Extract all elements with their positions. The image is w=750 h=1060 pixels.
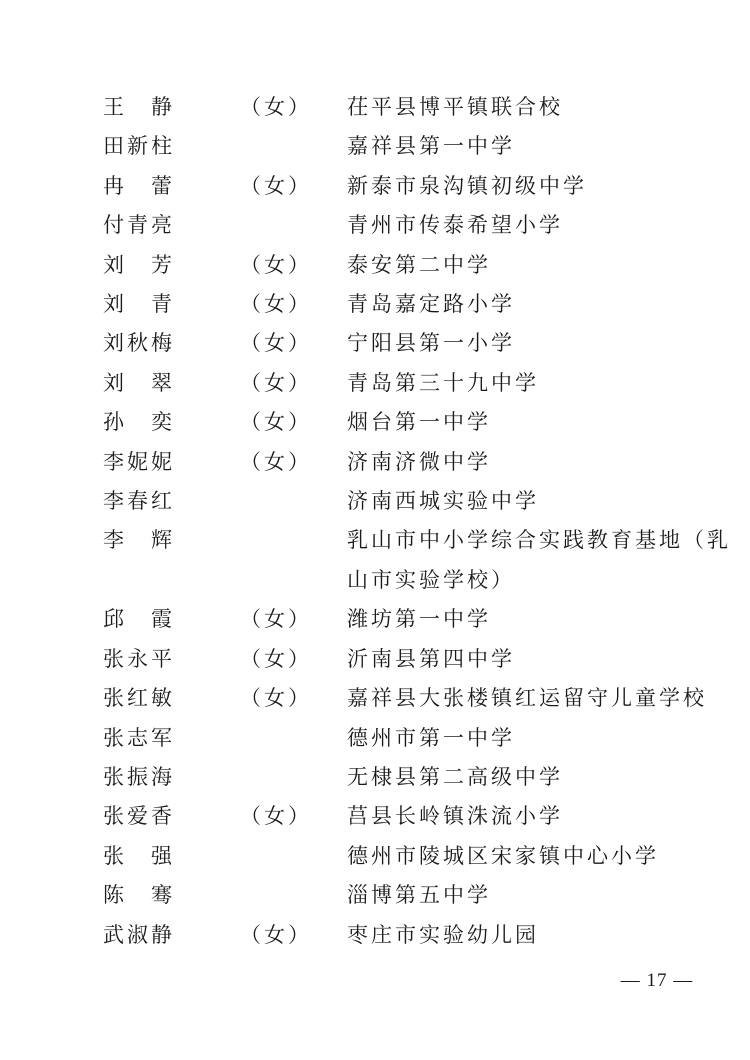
school-name: 乳山市中小学综合实践教育基地（乳山市实验学校） bbox=[347, 528, 731, 592]
gender-marker: （女） bbox=[240, 410, 312, 435]
person-name: 冉 蕾 bbox=[103, 173, 175, 198]
person-name: 田新柱 bbox=[103, 134, 175, 159]
person-name: 刘 青 bbox=[103, 292, 175, 317]
gender-marker: （女） bbox=[240, 252, 312, 277]
gender-marker: （女） bbox=[240, 173, 312, 198]
person-name: 张 强 bbox=[103, 843, 175, 868]
person-name: 张振海 bbox=[103, 764, 175, 789]
roster-row bbox=[103, 246, 738, 285]
person-name: 刘 翠 bbox=[103, 370, 175, 395]
person-name: 张红敏 bbox=[103, 686, 175, 711]
school-name: 茌平县博平镇联合校 bbox=[347, 95, 563, 119]
roster-row bbox=[103, 88, 738, 127]
school-name: 泰安第二中学 bbox=[347, 252, 491, 277]
gender-marker: （女） bbox=[240, 292, 312, 317]
roster-row bbox=[103, 443, 738, 482]
person-name: 张志军 bbox=[103, 725, 175, 750]
roster-row bbox=[103, 640, 738, 679]
gender-marker: （女） bbox=[240, 95, 312, 119]
person-name: 刘秋梅 bbox=[103, 331, 175, 356]
roster-row bbox=[103, 324, 738, 363]
person-name: 陈 骞 bbox=[103, 883, 175, 908]
gender-marker: （女） bbox=[240, 646, 312, 671]
roster-row bbox=[103, 403, 738, 442]
gender-marker: （女） bbox=[240, 686, 312, 711]
person-name: 武淑静 bbox=[103, 922, 175, 947]
school-name: 嘉祥县大张楼镇红运留守儿童学校 bbox=[347, 686, 707, 711]
school-name: 淄博第五中学 bbox=[347, 883, 491, 908]
roster-row bbox=[103, 719, 738, 758]
roster-row bbox=[103, 837, 738, 876]
person-name: 李春红 bbox=[103, 489, 175, 514]
school-name: 枣庄市实验幼儿园 bbox=[347, 922, 539, 947]
school-name: 新泰市泉沟镇初级中学 bbox=[347, 173, 587, 198]
roster-row bbox=[103, 758, 738, 797]
gender-marker: （女） bbox=[240, 804, 312, 829]
school-name: 青岛第三十九中学 bbox=[347, 370, 539, 395]
school-name: 德州市第一中学 bbox=[347, 725, 515, 750]
school-name: 济南济微中学 bbox=[347, 449, 491, 474]
school-name: 莒县长岭镇洙流小学 bbox=[347, 804, 563, 829]
person-name: 张永平 bbox=[103, 646, 175, 671]
gender-marker: （女） bbox=[240, 331, 312, 356]
person-name: 王 静 bbox=[103, 95, 175, 119]
roster-row bbox=[103, 679, 738, 718]
roster-row bbox=[103, 127, 738, 166]
person-name: 李妮妮 bbox=[103, 449, 175, 474]
roster-row bbox=[103, 916, 738, 955]
gender-marker: （女） bbox=[240, 449, 312, 474]
roster-row bbox=[103, 600, 738, 639]
school-name: 沂南县第四中学 bbox=[347, 646, 515, 671]
school-name: 潍坊第一中学 bbox=[347, 607, 491, 632]
school-name: 无棣县第二高级中学 bbox=[347, 764, 563, 789]
school-name: 青州市传泰希望小学 bbox=[347, 213, 563, 238]
roster-row bbox=[103, 206, 738, 245]
school-name: 宁阳县第一小学 bbox=[347, 331, 515, 356]
page-number: — 17 — bbox=[620, 970, 694, 991]
person-name: 张爱香 bbox=[103, 804, 175, 829]
gender-marker: （女） bbox=[240, 607, 312, 632]
person-name: 刘 芳 bbox=[103, 252, 175, 277]
roster-row bbox=[103, 285, 738, 324]
person-name: 付青亮 bbox=[103, 213, 175, 238]
person-name: 邱 霞 bbox=[103, 607, 175, 632]
school-name: 青岛嘉定路小学 bbox=[347, 292, 515, 317]
school-name: 济南西城实验中学 bbox=[347, 489, 539, 514]
school-name: 嘉祥县第一中学 bbox=[347, 134, 515, 159]
roster-row bbox=[103, 876, 738, 915]
gender-marker: （女） bbox=[240, 922, 312, 947]
roster bbox=[103, 88, 738, 955]
roster-row bbox=[103, 797, 738, 836]
roster-row bbox=[103, 482, 738, 521]
gender-marker: （女） bbox=[240, 370, 312, 395]
school-name: 烟台第一中学 bbox=[347, 410, 491, 435]
school-name: 德州市陵城区宋家镇中心小学 bbox=[347, 843, 659, 868]
roster-row bbox=[103, 364, 738, 403]
roster-row bbox=[103, 521, 738, 600]
person-name: 孙 奕 bbox=[103, 410, 175, 435]
roster-row bbox=[103, 167, 738, 206]
person-name: 李 辉 bbox=[103, 528, 175, 553]
